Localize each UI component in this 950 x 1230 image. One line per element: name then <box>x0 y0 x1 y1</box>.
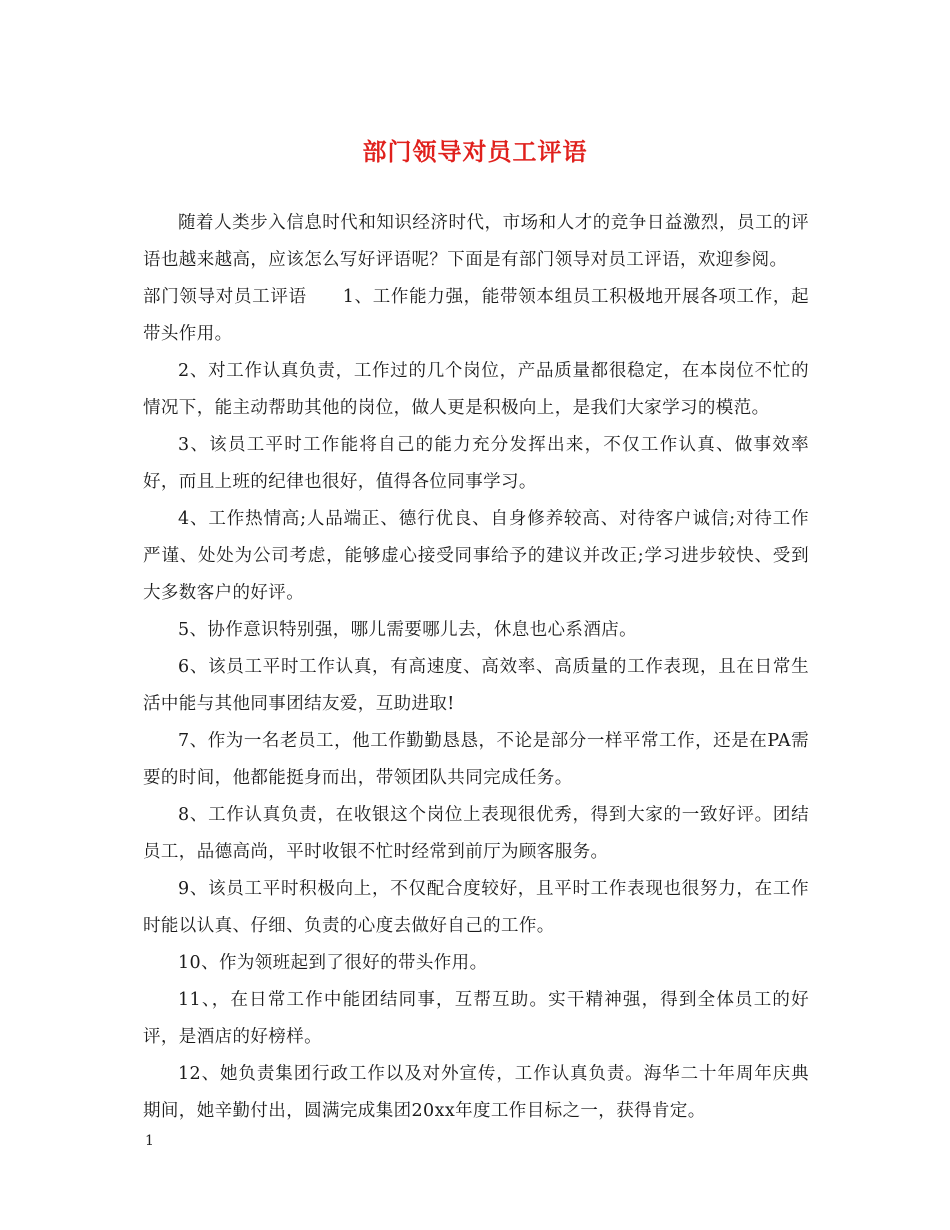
list-item: 3、该员工平时工作能将自己的能力充分发挥出来，不仅工作认真、做事效率好，而且上班的纪律也很好，值得各位同事学习。 <box>143 435 809 492</box>
list-item: 11、，在日常工作中能团结同事，互帮互助。实干精神强，得到全体员工的好评，是酒店的好榜样。 <box>143 990 809 1047</box>
list-item: 5、协作意识特别强，哪儿需要哪儿去，休息也心系酒店。 <box>178 620 638 640</box>
list-item: 2、对工作认真负责，工作过的几个岗位，产品质量都很稳定，在本岗位不忙的情况下，能主动帮助其他的岗位，做人更是积极向上，是我们大家学习的模范。 <box>143 361 809 418</box>
section-paragraph <box>143 279 809 353</box>
document-title: 部门领导对员工评语 <box>362 137 588 166</box>
list-item: 4、工作热情高;人品端正、德行优良、自身修养较高、对待客户诚信;对待工作严谨、处处为公司考虑，能够虚心接受同事给予的建议并改正;学习进步较快、受到大多数客户的好评。 <box>143 509 809 603</box>
list-item: 12、她负责集团行政工作以及对外宣传，工作认真负责。海华二十年周年庆典期间，她辛勤付出，圆满完成集团20xx年度工作目标之一，获得肯定。 <box>143 1064 809 1121</box>
intro-paragraph: 随着人类步入信息时代和知识经济时代，市场和人才的竞争日益激烈，员工的评语也越来越高，应该怎么写好评语呢？下面是有部门领导对员工评语，欢迎参阅。 <box>143 213 809 270</box>
list-item: 6、该员工平时工作认真，有高速度、高效率、高质量的工作表现，且在日常生活中能与其他同事团结友爱，互助进取! <box>143 657 809 714</box>
list-item: 8、工作认真负责，在收银这个岗位上表现很优秀，得到大家的一致好评。团结员工，品德高尚，平时收银不忙时经常到前厅为顾客服务。 <box>143 805 809 862</box>
list-item: 7、作为一名老员工，他工作勤勤恳恳，不论是部分一样平常工作，还是在PA需要的时间，他都能挺身而出，带领团队共同完成任务。 <box>143 731 809 788</box>
document-body <box>143 205 809 1130</box>
list-item: 1、工作能力强，能带领本组员工积极地开展各项工作，起带头作用。 <box>143 287 809 344</box>
list-item: 9、该员工平时积极向上，不仅配合度较好，且平时工作表现也很努力，在工作时能以认真、仔细、负责的心度去做好自己的工作。 <box>143 879 809 936</box>
section-heading: 部门领导对员工评语 <box>143 287 307 307</box>
list-item: 10、作为领班起到了很好的带头作用。 <box>178 953 488 973</box>
page-number: 1 <box>145 1133 154 1149</box>
